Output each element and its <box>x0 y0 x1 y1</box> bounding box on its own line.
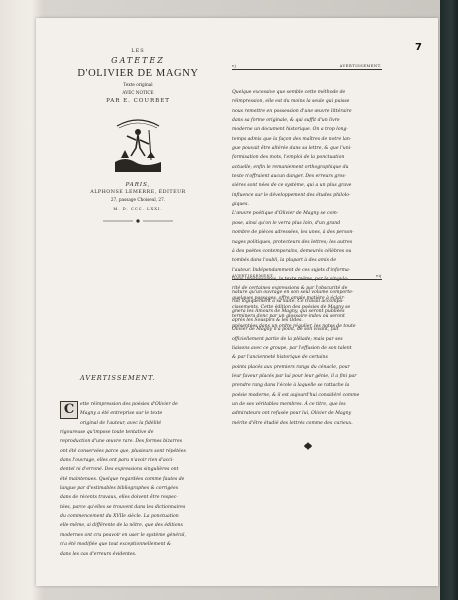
text-line: giques. <box>232 202 249 208</box>
text-line: dans de récents travaux, elles doivent être respec- <box>60 495 178 501</box>
text-line: L'œuvre poétique d'Olivier de Magny se com- <box>232 211 339 217</box>
text-line: texte n'offraient aucun danger. Des erreurs gros- <box>232 174 347 180</box>
text-line: admirateurs ont refusée pour lui, Olivier de Magny <box>232 411 352 417</box>
text-line: pose, ainsi qu'on le verra plus loin, d'un grand <box>232 220 341 226</box>
printer-mark-vignette <box>111 112 165 176</box>
imprint-city: PARIS, <box>125 182 151 188</box>
text-line: formisation des mots, l'emploi de la ponctuation <box>232 155 345 161</box>
text-line: moderne un document historique. On a trop long- <box>232 127 348 133</box>
text-line: dans les cas d'erreurs évidentes. <box>60 551 137 557</box>
title-les: LES <box>131 48 145 54</box>
imprint-date: M. D. CCC. LXXI. <box>113 206 163 211</box>
text-line: n'a été modifiée que tout exceptionnellement & <box>60 542 171 548</box>
page-number: 7 <box>415 42 422 53</box>
title-editor: PAR E. COURBET <box>106 98 170 104</box>
text-line: nous remettre en possession d'une œuvre littéraire <box>232 108 352 114</box>
text-line: rité de certaines expressions & par l'obscurité de <box>232 286 348 292</box>
running-head-title: AVERTISSEMENT. <box>232 274 275 278</box>
text-line: dentel ni d'erroné. Des expressions singulières ont <box>60 467 179 473</box>
text-line: elle-même, si différente de la nôtre, que des éditions <box>60 523 183 529</box>
text-line: Magny a été entreprise sur le texte <box>80 411 163 417</box>
text-line: réimpression, elle est du moins la seule qui puisse <box>232 99 350 105</box>
text-line: & par l'ancienneté historique de certains <box>232 355 328 361</box>
running-head-folio: vij <box>375 274 382 278</box>
text-line: tées, parce qu'elles se trouvent dans les dictionnaires <box>60 504 186 510</box>
text-line: dans l'ouvrage, elles ont paru n'avoir rien d'acci- <box>60 458 174 464</box>
text-line: dans sa forme originale, & qui suffit d'un livre <box>232 118 340 124</box>
avertissement-text <box>60 400 220 559</box>
text-line: prendre rang dans l'école à laquelle se rattache la <box>232 383 350 389</box>
upper-running-head <box>232 64 382 70</box>
text-line: gue pouvait être altérée dans sa lettre, & que l'uni- <box>232 146 352 152</box>
title-page <box>58 48 218 223</box>
text-line: officiellement partie de la pléiade; mais par ses <box>232 336 343 342</box>
text-line: quelques passages, offre ample matière à éclair- <box>232 295 346 301</box>
text-line: tions intéressantes, le texte même, par la singula- <box>232 276 349 282</box>
text-line: tombés dans l'oubli, la plupart à des amis de <box>232 258 337 264</box>
text-line: rigoureuse qu'impose toute tentative de <box>60 430 154 436</box>
text-line: un de ses véritables membres. À ce titre, que les <box>232 402 346 408</box>
text-line: rait logiquement à sa suite. Ce travail accompa- <box>232 299 344 305</box>
book-page <box>36 18 438 586</box>
title-avec-notice: AVEC NOTICE <box>122 90 154 95</box>
text-line: temps admis que la façon des maîtres de notre lan- <box>232 136 352 142</box>
text-line: nages politiques, protecteurs des lettres; les autres <box>232 239 353 245</box>
text-line: été maintenues. Quelque regardées comme fautes de <box>60 476 185 482</box>
title-author: D'OLIVIER DE MAGNY <box>77 68 199 79</box>
text-line: du commencement du XVIIe siècle. La ponctuation <box>60 514 179 520</box>
text-line: liaisons avec ce groupe, par l'effusion de son talent <box>232 346 352 352</box>
text-line: à des poètes contemporains, demeurés célèbres ou <box>232 248 352 254</box>
text-line: après les Souspirs & les Odes. <box>232 318 303 324</box>
text-line: poésie moderne, & il est aujourd'hui considéré comme <box>232 392 360 398</box>
lower-running-head <box>232 274 382 280</box>
text-line: cissements. Cette édition des poésies de Magny se <box>232 304 351 310</box>
book-binding <box>440 0 458 600</box>
imprint-publisher: ALPHONSE LEMERRE, ÉDITEUR <box>90 190 186 195</box>
ornamental-rule <box>103 219 173 223</box>
text-line: présentées dans un ordre régulier, les notes de toute <box>232 323 356 329</box>
imprint-address: 27, passage Choiseul, 27. <box>110 197 166 202</box>
text-line: original de l'auteur, avec la fidélité <box>80 420 162 426</box>
text-line: leur faveur placés par lui pour leur génie, il a fini par <box>232 374 357 380</box>
text-line: Olivier de Magny n'a point, de son vivant, fait <box>232 327 339 333</box>
text-line: langue par d'estimables bibliographes & corrigées <box>60 486 179 492</box>
text-line: ont été conservées parce que, plusieurs sont répétées <box>60 448 186 454</box>
drop-cap: C <box>60 401 78 419</box>
text-line: reproduction d'une œuvre rare. Des formes bizarres <box>60 439 183 445</box>
text-line: sières sont nées de ce système, qui a un plus grave <box>232 183 352 189</box>
text-line: points placés aux premiers rangs du cénacle, pour <box>232 364 350 370</box>
text-line: terminera donc par un glossaire-index où seront <box>232 314 345 320</box>
running-head-title: AVERTISSEMENT. <box>339 64 382 68</box>
text-line: gnera les Amours de Magny, qui seront publiées <box>232 308 345 314</box>
lower-page-text <box>232 288 382 428</box>
text-line: actuelle, enfin le remaniement orthographique du <box>232 164 349 170</box>
text-line: l'auteur. Indépendamment de ces sujets d'informa- <box>232 267 351 273</box>
title-gatetez: GATETEZ <box>111 56 165 65</box>
text-line: Quelque excessive que semble cette méthode de <box>232 90 346 95</box>
text-line: nature qu'un ouvrage en son seul volume comporte- <box>232 290 354 295</box>
fleuron-ornament <box>304 442 312 450</box>
avertissement-heading: AVERTISSEMENT. <box>80 374 156 382</box>
running-head-folio: vj <box>232 64 237 68</box>
title-texte-original: Texte original <box>123 82 153 87</box>
text-line: influence sur le développement des études philolo- <box>232 192 351 198</box>
text-line: ette réimpression des poésies d'Olivier de <box>80 402 178 407</box>
text-line: modernes ont cru pouvoir en user le système général, <box>60 532 186 538</box>
text-line: mérite d'être étudié des lettrés comme des curieux. <box>232 420 353 426</box>
text-line: nombre de pièces adressées, les unes, à des person- <box>232 230 354 236</box>
